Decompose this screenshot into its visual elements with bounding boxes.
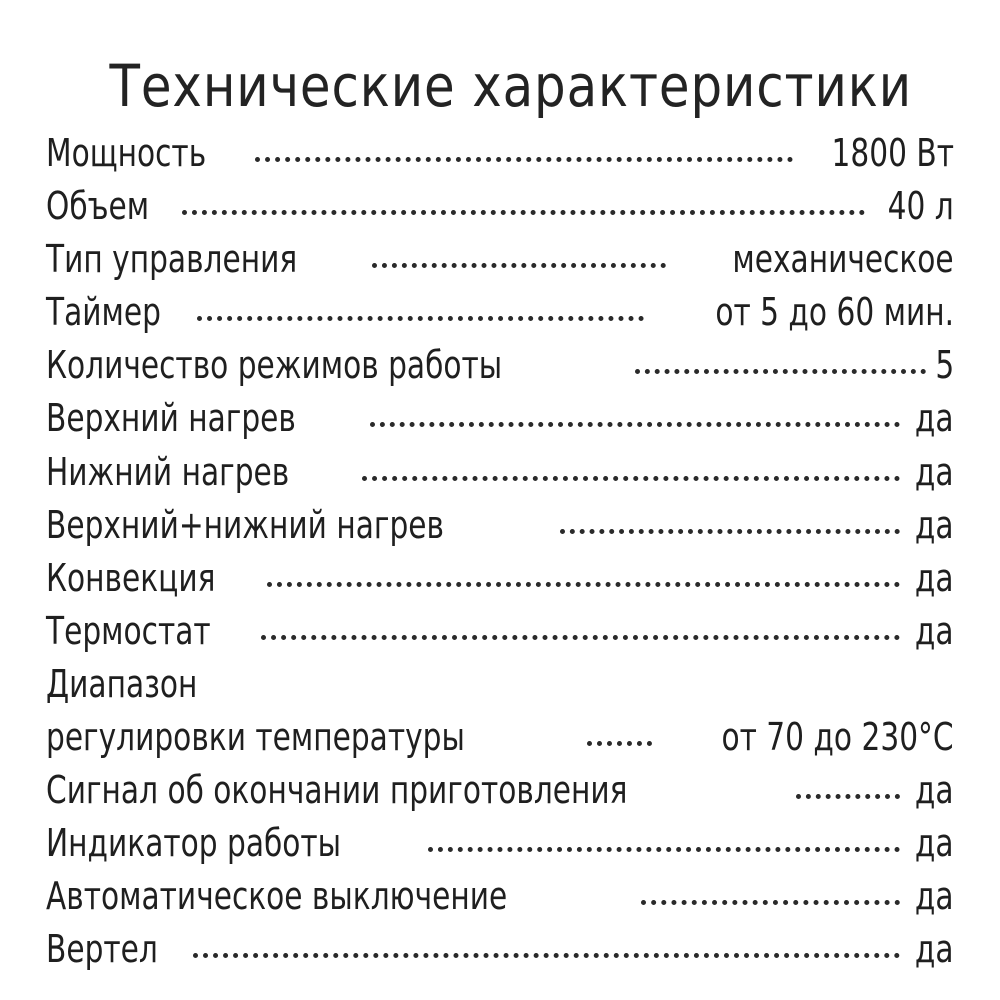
spec-row-end-signal (46, 764, 954, 817)
spec-value: да (915, 608, 954, 653)
spec-value: да (915, 768, 954, 813)
spec-value: от 70 до 230°С (721, 715, 954, 760)
spec-list (46, 127, 954, 977)
dot-leader (428, 847, 900, 852)
dot-leader (587, 741, 652, 746)
spec-row-auto-off (46, 870, 954, 923)
spec-row-thermostat (46, 605, 954, 658)
page-title: Технические характеристики (109, 52, 913, 120)
spec-value: да (915, 502, 954, 547)
spec-row-control-type (46, 233, 954, 286)
spec-sheet (46, 48, 954, 977)
spec-value: да (915, 449, 954, 494)
spec-value: да (915, 396, 954, 441)
dot-leader (635, 369, 926, 374)
dot-leader (370, 422, 900, 427)
spec-label: Сигнал об окончании приготовления (46, 768, 628, 813)
spec-label: Тип управления (46, 237, 298, 282)
dot-leader (372, 263, 666, 268)
dot-leader (641, 900, 900, 905)
dot-leader (796, 794, 901, 799)
spec-label: Автоматическое выключение (46, 874, 508, 919)
spec-row-indicator (46, 817, 954, 870)
spec-label: Диапазон (46, 661, 198, 706)
spec-value: 40 л (887, 184, 954, 229)
dot-leader (255, 157, 793, 162)
spec-row-power (46, 127, 954, 180)
spec-label: Индикатор работы (46, 821, 342, 866)
spec-value: 1800 Вт (831, 131, 954, 175)
spec-row-top-heat (46, 392, 954, 445)
spec-row-top-bottom-heat (46, 499, 954, 552)
spec-row-modes (46, 339, 954, 392)
dot-leader (560, 529, 900, 534)
spec-value: да (915, 927, 954, 972)
spec-label: Мощность (46, 131, 207, 175)
spec-label: Объем (46, 184, 150, 229)
spec-label: регулировки температуры (46, 715, 465, 760)
spec-row-temperature-range (46, 711, 954, 764)
spec-label: Таймер (46, 290, 161, 335)
spec-label: Нижний нагрев (46, 449, 290, 494)
spec-row-timer (46, 286, 954, 339)
spec-row-range-heading (46, 658, 954, 711)
spec-row-convection (46, 552, 954, 605)
spec-row-spit (46, 923, 954, 976)
spec-label: Верхний+нижний нагрев (46, 502, 444, 547)
spec-label: Термостат (46, 608, 211, 653)
spec-value: от 5 до 60 мин. (715, 290, 954, 335)
spec-value: да (915, 555, 954, 600)
dot-leader (182, 210, 865, 215)
spec-value: механическое (732, 237, 954, 282)
spec-value: 5 (935, 343, 954, 388)
spec-row-volume (46, 180, 954, 233)
dot-leader (261, 635, 900, 640)
dot-leader (197, 316, 644, 321)
spec-label: Конвекция (46, 555, 216, 600)
spec-label: Вертел (46, 927, 158, 972)
spec-label: Количество режимов работы (46, 343, 503, 388)
dot-leader (362, 476, 901, 481)
spec-value: да (915, 874, 954, 919)
spec-row-bottom-heat (46, 446, 954, 499)
spec-value: да (915, 821, 954, 866)
dot-leader (193, 953, 900, 958)
spec-label: Верхний нагрев (46, 396, 296, 441)
dot-leader (267, 582, 900, 587)
